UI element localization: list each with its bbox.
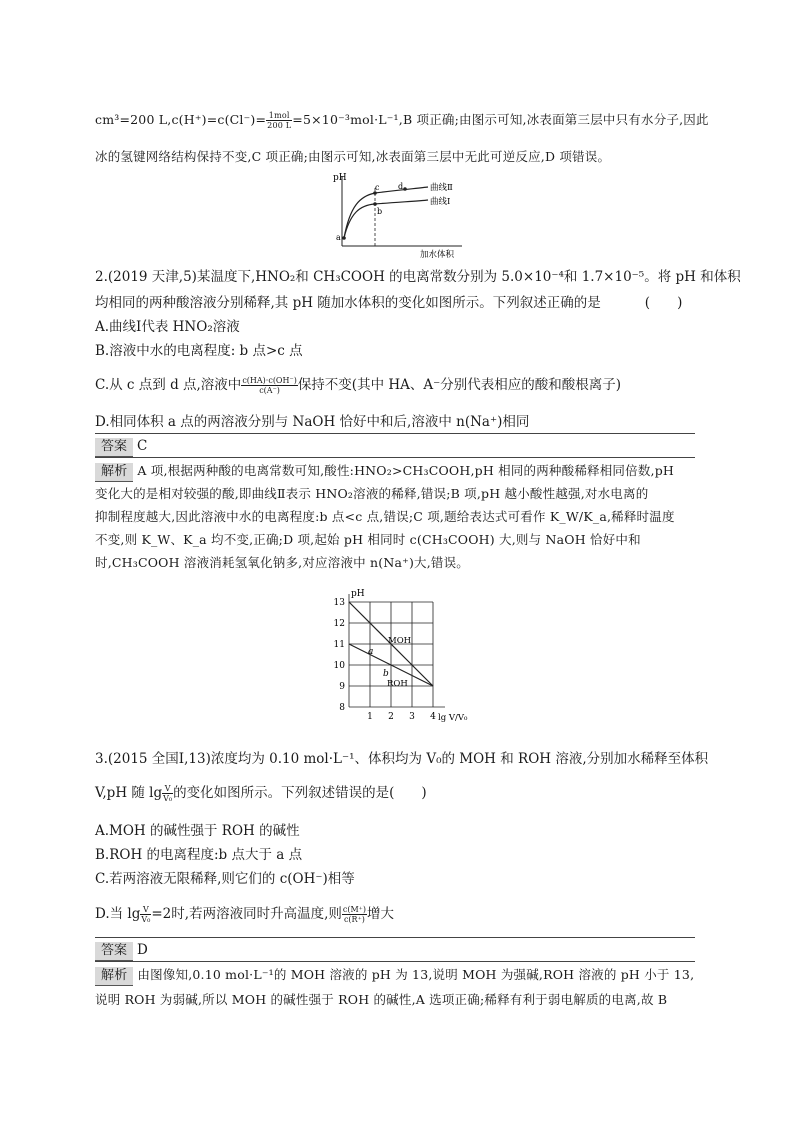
roh-label: ROH: [387, 679, 408, 689]
curve-i-label: 曲线Ⅰ: [430, 197, 451, 207]
y-tick-12: 12: [333, 619, 345, 629]
y-tick-13: 13: [333, 598, 345, 608]
figure-1-ph-dilution-curves: [330, 168, 470, 260]
point-a-label: a: [368, 647, 374, 657]
q2-answer: C: [137, 438, 148, 454]
q2-option-c-pre: C.从 c 点到 d 点,溶液中: [95, 377, 242, 393]
point-b: [373, 202, 377, 206]
divider: [95, 961, 695, 962]
q2-option-c: [95, 376, 621, 395]
analysis-tag: 解析: [95, 967, 133, 986]
q2-option-c-post: 保持不变(其中 HA、A⁻分别代表相应的酸和酸根离子): [297, 377, 622, 393]
y-tick-10: 10: [333, 661, 345, 671]
q2-option-d: D.相同体积 a 点的两溶液分别与 NaOH 恰好中和后,溶液中 n(Na⁺)相同: [95, 414, 530, 430]
x-tick-2: 2: [388, 712, 394, 722]
curve-ii: [344, 187, 428, 238]
q2-analysis-line-3: 抑制程度越大,因此溶液中水的电离程度:b 点<c 点,错误;C 项,题给表达式可看作 K_W/K_a,稀释时温度: [95, 509, 675, 524]
figure-2-moh-roh-chart: [325, 588, 475, 738]
point-a-label: a: [336, 233, 341, 242]
q2-answer-row: [95, 437, 147, 457]
q2-stem-1: 2.(2019 天津,5)某温度下,HNO₂和 CH₃COOH 的电离常数分别为 5.0×10⁻⁴和 1.7×10⁻⁵。将 pH 和体积: [95, 269, 741, 285]
point-d: [403, 187, 407, 191]
figure-2-y-axis-label: pH: [351, 589, 365, 599]
q2-analysis-line-1: 解析 A 项,根据两种酸的电离常数可知,酸性:HNO₂>CH₃COOH,pH 相同的两种酸稀释相同倍数,pH: [95, 462, 674, 482]
q3-answer: D: [137, 942, 148, 958]
x-tick-1: 1: [367, 712, 373, 722]
q3-analysis-line-2: 说明 ROH 为弱碱,所以 MOH 的碱性强于 ROH 的碱性,A 选项正确;稀释有利于弱电解质的电离,故 B: [95, 992, 668, 1007]
curve-ii-label: 曲线Ⅱ: [430, 183, 453, 193]
divider: [95, 457, 695, 458]
point-a: [342, 236, 346, 240]
x-tick-3: 3: [409, 712, 415, 722]
q2-stem-2: [95, 294, 682, 312]
top-line-1: [95, 111, 709, 130]
q3-stem-2: [95, 784, 427, 803]
q3-stem-1: 3.(2015 全国Ⅰ,13)浓度均为 0.10 mol·L⁻¹、体积均为 V₀的 MOH 和 ROH 溶液,分别加水稀释至体积: [95, 751, 709, 767]
figure-1-y-axis-label: pH: [333, 173, 347, 183]
q3-answer-row: [95, 941, 148, 961]
y-tick-11: 11: [333, 640, 345, 650]
top-line-2: 冰的氢键网络结构保持不变,C 项正确;由图示可知,冰表面第三层中无此可逆反应,D 项错误。: [95, 149, 611, 164]
divider: [95, 937, 695, 938]
fraction: $\frac{c(HA)\cdot c(OH^-)}{c(A^-)}$: [242, 376, 297, 395]
analysis-tag: 解析: [95, 463, 133, 482]
curve-i: [344, 200, 428, 238]
q2-analysis-line-4: 不变,则 K_W、K_a 均不变,正确;D 项,起始 pH 相同时 c(CH₃COOH) 大,则与 NaOH 恰好中和: [95, 532, 641, 547]
fraction: $\frac{c(M^+)}{c(R^+)}$: [342, 905, 366, 924]
y-tick-8: 8: [339, 703, 345, 713]
x-tick-4: 4: [430, 712, 436, 722]
q3-stem-2-pre: V,pH 随 lg: [95, 785, 163, 801]
point-b-label: b: [383, 669, 389, 679]
q2-analysis-line-5: 时,CH₃COOH 溶液消耗氢氧化钠多,对应溶液中 n(Na⁺)大,错误。: [95, 555, 469, 570]
top-line-1-post: =5×10⁻³mol·L⁻¹,B 项正确;由图示可知,冰表面第三层中只有水分子,因此: [292, 112, 709, 127]
figure-1-x-axis-label: 加水体积: [420, 250, 455, 260]
fraction: $\frac{\text{1mol}}{200 L}$: [267, 111, 292, 130]
fraction: $\frac{V}{\text{V₀}}$: [141, 905, 151, 924]
q3-option-c: C.若两溶液无限稀释,则它们的 c(OH⁻)相等: [95, 871, 355, 887]
y-tick-9: 9: [339, 682, 345, 692]
point-c-label: c: [375, 183, 380, 192]
divider: [95, 433, 695, 434]
q2-answer-paren: ( ): [644, 295, 683, 311]
figure-2-x-axis-label: lg V/V₀: [438, 713, 468, 723]
point-d-label: d: [398, 182, 404, 191]
q3-option-a: A.MOH 的碱性强于 ROH 的碱性: [95, 823, 300, 839]
q2-stem-2-text: 均相同的两种酸溶液分别稀释,其 pH 随加水体积的变化如图所示。下列叙述正确的是: [95, 295, 601, 311]
q2-analysis-line-2: 变化大的是相对较强的酸,即曲线Ⅱ表示 HNO₂溶液的稀释,错误;B 项,pH 越小酸性越强,对水电离的: [95, 486, 649, 501]
q2-option-a: A.曲线Ⅰ代表 HNO₂溶液: [95, 319, 240, 335]
q2-option-b: B.溶液中水的电离程度: b 点>c 点: [95, 343, 303, 359]
top-line-1-pre: cm³=200 L,c(H⁺)=c(Cl⁻)=: [95, 112, 267, 127]
answer-tag: 答案: [95, 438, 133, 457]
q3-option-d: D.当 lg $\frac{V}{\text{V₀}}$ =2时,若两溶液同时升高温度,则 $\frac{c(M^+)}{c(R^+)}$ 增大: [95, 905, 394, 924]
q3-option-b: B.ROH 的电离程度:b 点大于 a 点: [95, 847, 303, 863]
q3-analysis-line-1: 解析 由图像知,0.10 mol·L⁻¹的 MOH 溶液的 pH 为 13,说明 MOH 为强碱,ROH 溶液的 pH 小于 13,: [95, 966, 694, 986]
moh-label: MOH: [388, 636, 412, 646]
answer-tag: 答案: [95, 942, 133, 961]
q3-stem-2-post: 的变化如图所示。下列叙述错误的是( ): [173, 785, 427, 801]
fraction: $\frac{V}{\text{V₀}}$: [163, 784, 173, 803]
point-b-label: b: [377, 207, 383, 216]
